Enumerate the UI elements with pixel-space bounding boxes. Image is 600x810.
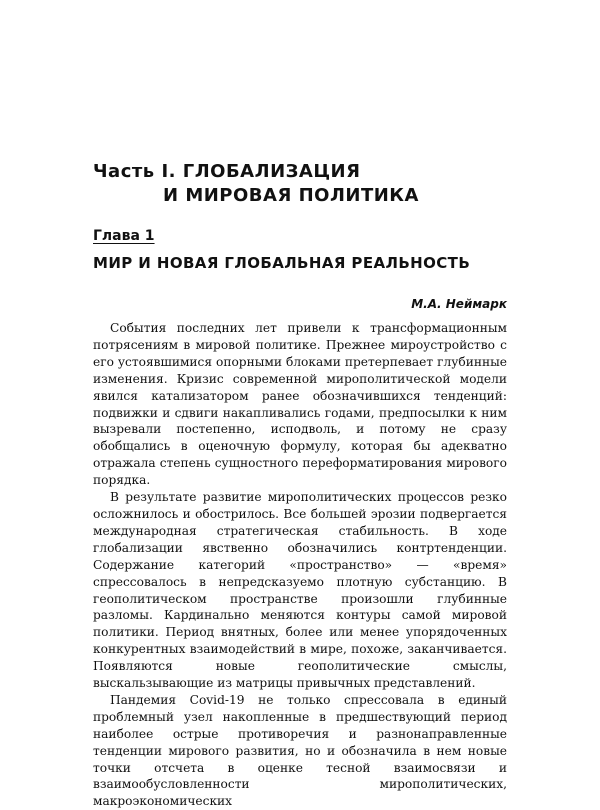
paragraph-1: События последних лет привели к трансформационным потрясениям в мировой политике. Прежнее мироустройство с его устоявшимися опорными блоками претерпевает глубинные изменения. Кризис современной мирополитической модели явился катализатором ранее обозначившихся тенденций: подвижки и сдвиги накапливались годами, предпосылки к ним вызревали постепенно, исподволь, и потому не сразу обобщались в оценочную формулу, которая бы адекватно отражала степень сущностного переформатирования мирового порядка. <box>93 321 507 488</box>
paragraph-2: В результате развитие мирополитических процессов резко осложнилось и обострилось. Все большей эрозии подвергается международная стратегическая стабильность. В ходе глобализации явственно обозначились контртенденции. Содержание категорий «пространство» — «время» спрессовалось в непредсказуемо плотную субстанцию. В геополитическом пространстве произошли глубинные разломы. Кардинально меняются контуры самой мировой политики. Период внятных, более или менее упорядоченных конкурентных взаимодействий в мире, похоже, заканчивается. Появляются новые геополитические смыслы, выскальзывающие из матрицы привычных представлений. <box>93 490 507 691</box>
body-text <box>93 320 507 810</box>
part-title-line-1: Часть I. ГЛОБАЛИЗАЦИЯ <box>93 161 361 182</box>
chapter-title: МИР И НОВАЯ ГЛОБАЛЬНАЯ РЕАЛЬНОСТЬ <box>93 254 471 272</box>
part-title-line-2: И МИРОВАЯ ПОЛИТИКА <box>163 185 419 206</box>
author-name: М.А. Неймарк <box>411 297 507 311</box>
part-heading <box>93 160 419 208</box>
paragraph-3: Пандемия Covid-19 не только спрессовала в единый проблемный узел накопленные в предшествующий период наиболее острые противоречия и разнонаправленные тенденции мирового развития, но и обозначила в нем новые точки отсчета в оценке тесной взаимосвязи и взаимообусловленности мирополитических, макроэкономических <box>93 692 507 809</box>
chapter-label: Глава 1 <box>93 228 155 244</box>
